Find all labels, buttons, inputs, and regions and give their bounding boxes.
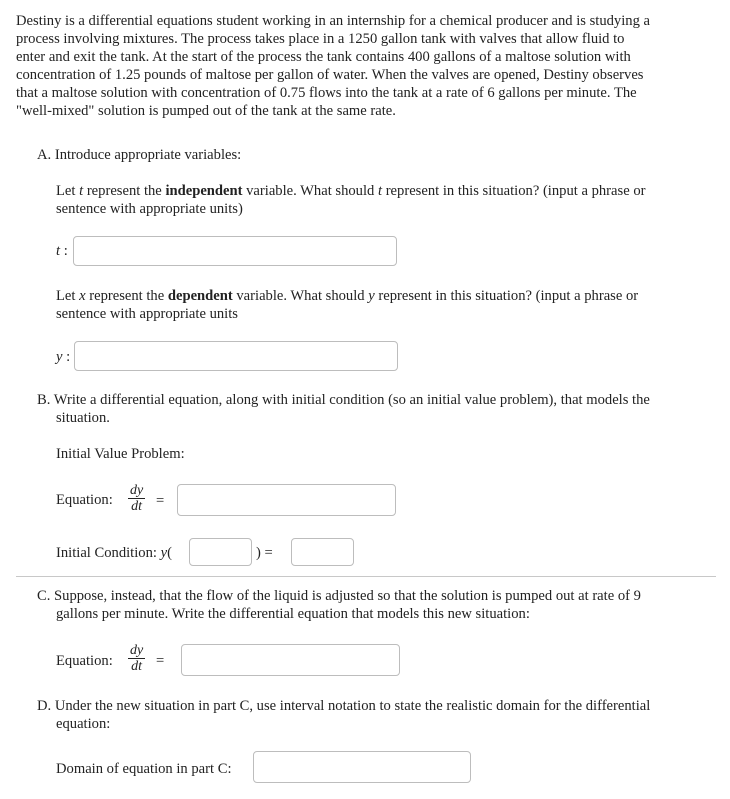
dy-dt-fraction-c: $\frac{dy}{dt}$ <box>130 643 144 674</box>
y-prompt <box>56 287 716 323</box>
problem-statement <box>16 12 716 120</box>
y-answer-label: y : <box>56 349 71 365</box>
domain-label: Domain of equation in part C: <box>56 761 232 777</box>
ivp-label: Initial Value Problem: <box>56 446 185 462</box>
intro-line: "well-mixed" solution is pumped out of the tank at the same rate. <box>16 103 396 119</box>
part-c-label: C. Suppose, instead, that the flow of the liquid is adjusted so that the solution is pumped out at rate of 9 gallons per minute. Write the differential equation that models this new situation: <box>37 588 641 622</box>
equation-input[interactable] <box>177 484 396 516</box>
equation-c-label: Equation: <box>56 653 113 669</box>
part-d-label: D. Under the new situation in part C, use interval notation to state the realistic domain for the differential equation: <box>37 698 651 732</box>
intro-line: that a maltose solution with concentration of 0.75 flows into the tank at a rate of 6 gallons per minute. The <box>16 85 637 101</box>
initial-y-input[interactable] <box>291 538 354 566</box>
equation-c-input[interactable] <box>181 644 400 676</box>
y-answer-input[interactable] <box>74 341 398 371</box>
intro-line: Destiny is a differential equations student working in an internship for a chemical producer and is studying a <box>16 13 650 29</box>
t-prompt <box>56 182 716 218</box>
dy-dt-fraction: $\frac{dy}{dt}$ <box>130 483 144 514</box>
section-divider <box>16 576 716 577</box>
t-answer-input[interactable] <box>73 236 397 266</box>
intro-line: process involving mixtures. The process takes place in a 1250 gallon tank with valves that allow fluid to <box>16 31 625 47</box>
t-answer-label: t : <box>56 243 68 259</box>
t-prompt-line2: sentence with appropriate units) <box>56 201 243 217</box>
equals-sign-c: = <box>156 653 165 669</box>
paren-equals: ) = <box>256 545 273 561</box>
initial-condition-label: Initial Condition: y( <box>56 545 172 561</box>
y-prompt-line1: Let x represent the dependent variable. What should y represent in this situation? (input a phrase or <box>56 288 639 304</box>
equation-label: Equation: <box>56 492 113 508</box>
part-a-label: A. Introduce appropriate variables: <box>37 147 242 163</box>
t-prompt-line1: Let t represent the independent variable. What should t represent in this situation? (input a phrase or <box>56 183 646 199</box>
y-prompt-line2: sentence with appropriate units <box>56 306 238 322</box>
intro-line: enter and exit the tank. At the start of the process the tank contains 400 gallons of a maltose solution with <box>16 49 631 65</box>
intro-line: concentration of 1.25 pounds of maltose per gallon of water. When the valves are opened, Destiny observes <box>16 67 644 83</box>
domain-input[interactable] <box>253 751 471 783</box>
part-b-label: B. Write a differential equation, along with initial condition (so an initial value problem), that models the situation. <box>37 392 650 426</box>
equals-sign: = <box>156 493 165 509</box>
initial-t-input[interactable] <box>189 538 252 566</box>
